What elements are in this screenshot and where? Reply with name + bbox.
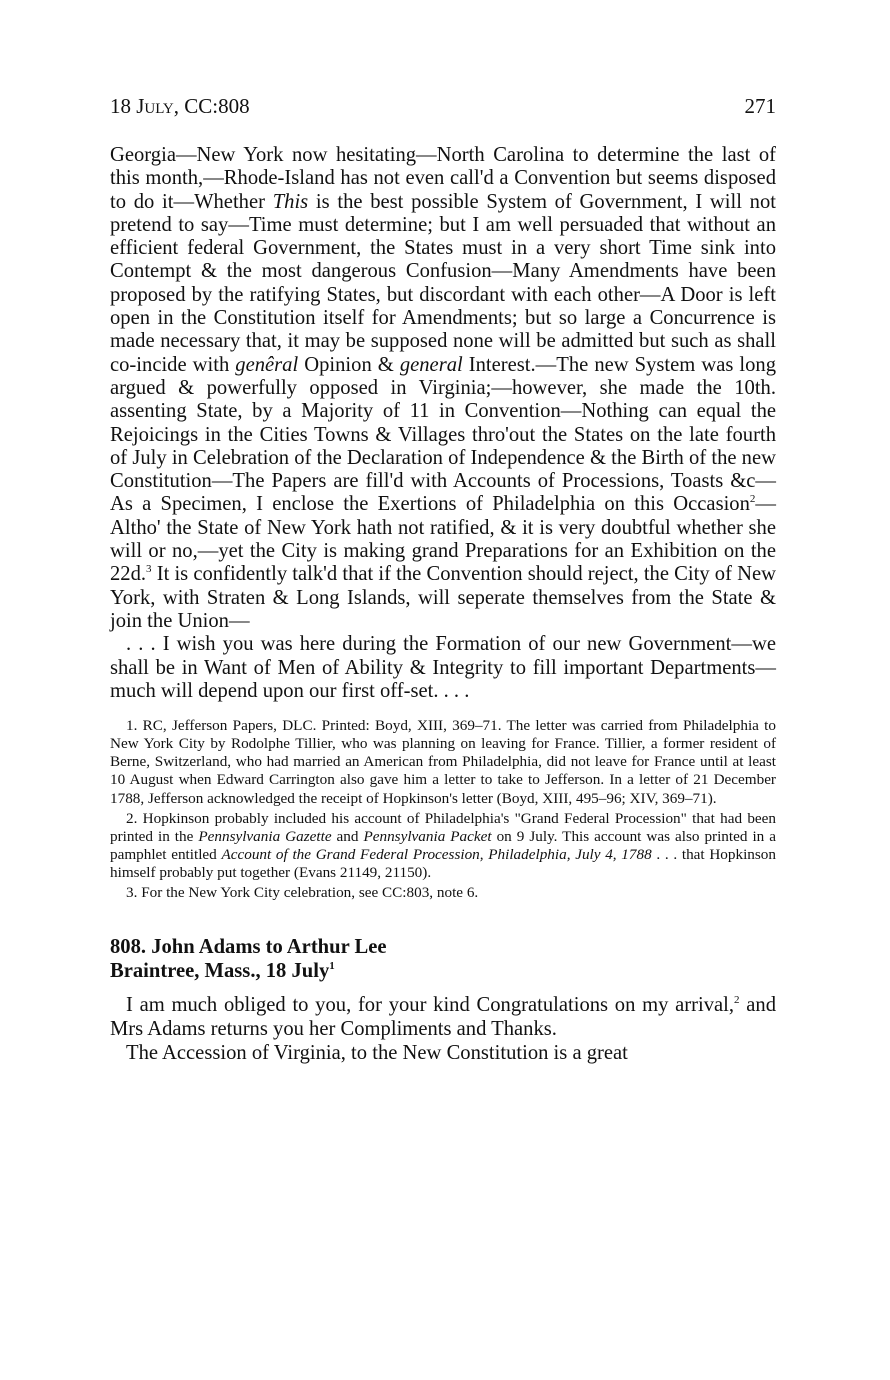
body-paragraph: Georgia—New York now hesitating—North Carolina to determine the last of this month,—Rhode-Island has not even call'd a Convention but seems disposed to do it—Whether This is the best possible System of Government, I will not pretend to say—Time must determine; but I am well persuaded that without an efficient federal Government, the States must in a very short Time sink into Contempt & the most dangerous Confusion—Many Amendments have been proposed by the ratifying States, but discordant with each other—A Door is left open in the Constitution itself for Amendments; but so large a Concurrence is made necessary that, it may be supposed none will be admitted but such as shall co-incide with genêral Opinion & general Interest.—The new System was long argued & powerfully opposed in Virginia;—however, she made the 10th. assenting State, by a Majority of 11 in Convention—Nothing can equal the Rejoicings in the Cities Towns & Villages thro'out the States on the late fourth of July in Celebration of the Declaration of Independence & the Birth of the new Constitution—The Papers are fill'd with Accounts of Processions, Toasts &c—As a Specimen, I enclose the Exertions of Philadelphia on this Occasion$^2$—Altho' the State of New York hath not ratified, & it is very doubtful whether she will or no,—yet the City is making grand Preparations for an Exhibition on the 22d.$^3$ It is confidently talk'd that if the Convention should reject, the City of New York, with Straten & Long Islands, will seperate themselves from the State & join the Union— <box>110 144 776 632</box>
letter-continuation <box>110 144 776 703</box>
footnote-1: 1. RC, Jefferson Papers, DLC. Printed: Boyd, XIII, 369–71. The letter was carried from Philadelphia to New York City by Rodolphe Tillier, who was planning on leaving for France. Tillier, a former resident of Berne, Switzerland, who had married an American from Philadelphia, did not leave for France until at least 10 August when Edward Carrington also gave him a letter to take to Jefferson. In a letter of 21 December 1788, Jefferson acknowledged the receipt of Hopkinson's letter (Boyd, XIII, 495–96; XIV, 369–71). <box>110 717 776 807</box>
footnote-ref: 2 <box>749 493 756 506</box>
running-header <box>110 94 776 124</box>
footnote-3: 3. For the New York City celebration, see CC:803, note 6. <box>126 883 479 901</box>
page-number: 271 <box>744 94 776 118</box>
document-title: 808. John Adams to Arthur Lee <box>110 936 387 959</box>
footnotes <box>110 717 776 902</box>
footnote-ref: 2 <box>734 994 740 1007</box>
footnote-ref: 3 <box>146 563 152 576</box>
footnote-2: 2. Hopkinson probably included his account of Philadelphia's "Grand Federal Procession" that had been printed in the Pennsylvania Gazette and Pennsylvania Packet on 9 July. This account was also printed in a pamphlet entitled Account of the Grand Federal Procession, Philadelphia, July 4, 1788 . . . that Hopkinson himself probably put together (Evans 21149, 21150). <box>110 809 776 881</box>
letter-body <box>110 993 776 1065</box>
header-date-ref: 18 July, CC:808 <box>110 94 250 118</box>
document-heading <box>110 935 776 983</box>
document-place-date: Braintree, Mass., 18 July$^1$ <box>110 960 335 983</box>
letter-paragraph: I am much obliged to you, for your kind Congratulations on my arrival,$^2$ and Mrs Adams returns you her Compliments and Thanks. <box>110 994 776 1041</box>
document-page <box>110 94 776 1065</box>
body-paragraph: . . . I wish you was here during the Formation of our new Government—we shall be in Want of Men of Ability & Integrity to fill important Departments—much will depend upon our first off-set. . . . <box>110 633 776 702</box>
footnote-ref: 1 <box>329 960 335 973</box>
letter-paragraph: The Accession of Virginia, to the New Constitution is a great <box>126 1042 628 1065</box>
